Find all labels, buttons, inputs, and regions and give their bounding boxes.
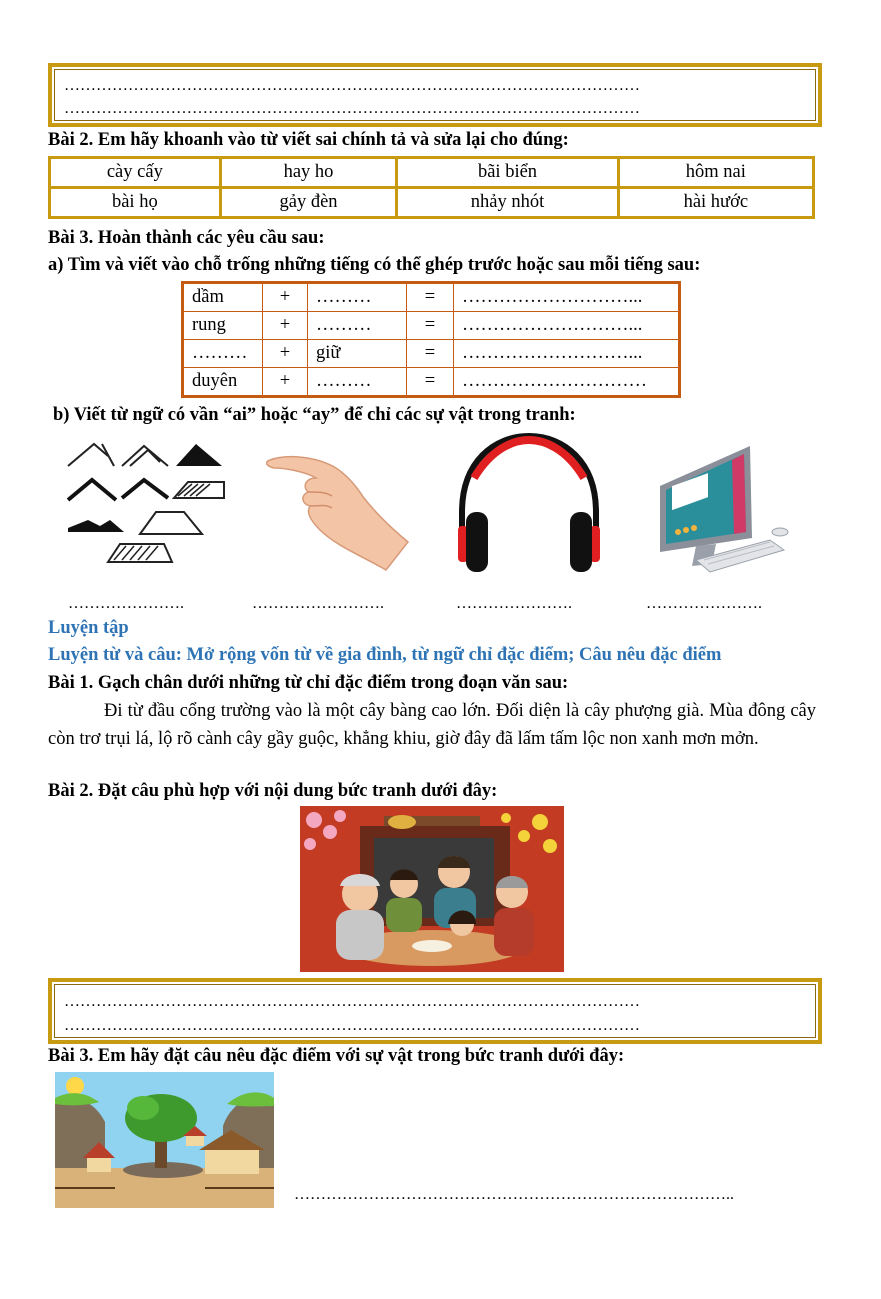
table-cell: + (263, 312, 308, 340)
word-cell[interactable]: gảy đèn (220, 188, 397, 218)
blank-cell[interactable]: ………………………... (454, 283, 680, 312)
blank-cell[interactable]: ……… (308, 368, 407, 397)
picture-answer-3[interactable]: …………………. (456, 595, 572, 612)
table-row (183, 368, 680, 397)
picture-answer-2[interactable]: ……………………. (252, 595, 384, 612)
answer-line[interactable]: ……………………………………………………………………………………………… (64, 77, 640, 94)
table-cell: = (407, 340, 454, 368)
top-answer-box (48, 63, 822, 127)
roofs-illustration (64, 440, 234, 570)
village-illustration (55, 1072, 274, 1208)
paragraph-text[interactable]: Đi từ đầu cổng trường vào là một cây bàng cao lớn. Đối diện là cây phượng già. Mùa đông cây còn trơ trụi lá, lộ rõ cành cây gầy guộc, khẳng khiu, giờ đây đã lấm tấm lộc non xanh mơn mởn. (48, 701, 816, 749)
word-cell[interactable]: nhảy nhót (397, 188, 618, 218)
bai3-title: Bài 3. Hoàn thành các yêu cầu sau: (48, 228, 325, 248)
blank-cell[interactable]: ……… (183, 340, 263, 368)
section-subheading: Luyện từ và câu: Mở rộng vốn từ về gia đình, từ ngữ chỉ đặc điểm; Câu nêu đặc điểm (48, 645, 722, 665)
word-combination-table (181, 281, 681, 398)
lt-bai3-title: Bài 3. Em hãy đặt câu nêu đặc điểm với sự vật trong bức tranh dưới đây: (48, 1046, 625, 1066)
bai3a-title: a) Tìm và viết vào chỗ trống những tiếng có thể ghép trước hoặc sau mỗi tiếng sau: (48, 255, 701, 275)
blank-cell[interactable]: ………………………… (454, 368, 680, 397)
picture-answer-1[interactable]: …………………. (68, 595, 184, 612)
table-cell: = (407, 283, 454, 312)
table-row (183, 283, 680, 312)
table-row (183, 340, 680, 368)
blank-cell[interactable]: ………………………... (454, 312, 680, 340)
lt-bai2-answer-box (48, 978, 822, 1044)
table-cell: duyên (183, 368, 263, 397)
headphones-illustration (444, 432, 614, 574)
picture-answer-4[interactable]: …………………. (646, 595, 762, 612)
table-cell: = (407, 312, 454, 340)
table-cell: = (407, 368, 454, 397)
table-cell: + (263, 340, 308, 368)
blank-cell[interactable]: ………………………... (454, 340, 680, 368)
table-cell: giữ (308, 340, 407, 368)
lt-bai1-title: Bài 1. Gạch chân dưới những từ chỉ đặc điểm trong đoạn văn sau: (48, 673, 569, 693)
table-row (50, 158, 814, 188)
table-cell: dầm (183, 283, 263, 312)
word-cell[interactable]: hôm nai (618, 158, 813, 188)
bai2-word-table (48, 156, 815, 219)
table-cell: + (263, 283, 308, 312)
lt-bai1-paragraph (48, 697, 816, 753)
answer-line[interactable]: ……………………………………………………………………………………………… (64, 993, 640, 1010)
blank-cell[interactable]: ……… (308, 312, 407, 340)
computer-illustration (656, 440, 796, 574)
table-row (50, 188, 814, 218)
section-heading: Luyện tập (48, 618, 129, 638)
bai3b-title: b) Viết từ ngữ có vần “ai” hoặc “ay” để chỉ các sự vật trong tranh: (53, 405, 576, 425)
table-cell: + (263, 368, 308, 397)
blank-cell[interactable]: ……… (308, 283, 407, 312)
answer-line[interactable]: ……………………………………………………………………………………………… (64, 100, 640, 117)
bai2-title: Bài 2. Em hãy khoanh vào từ viết sai chính tả và sửa lại cho đúng: (48, 130, 569, 150)
lt-bai3-answer[interactable]: ……………………………………………………………………….. (294, 1186, 734, 1203)
family-meal-illustration (300, 806, 564, 972)
word-cell[interactable]: bài họ (50, 188, 221, 218)
hand-illustration (266, 446, 412, 572)
answer-line[interactable]: ……………………………………………………………………………………………… (64, 1017, 640, 1034)
lt-bai2-title: Bài 2. Đặt câu phù hợp với nội dung bức tranh dưới đây: (48, 781, 498, 801)
word-cell[interactable]: hài hước (618, 188, 813, 218)
word-cell[interactable]: cày cấy (50, 158, 221, 188)
word-cell[interactable]: bãi biển (397, 158, 618, 188)
table-cell: rung (183, 312, 263, 340)
word-cell[interactable]: hay ho (220, 158, 397, 188)
table-row (183, 312, 680, 340)
